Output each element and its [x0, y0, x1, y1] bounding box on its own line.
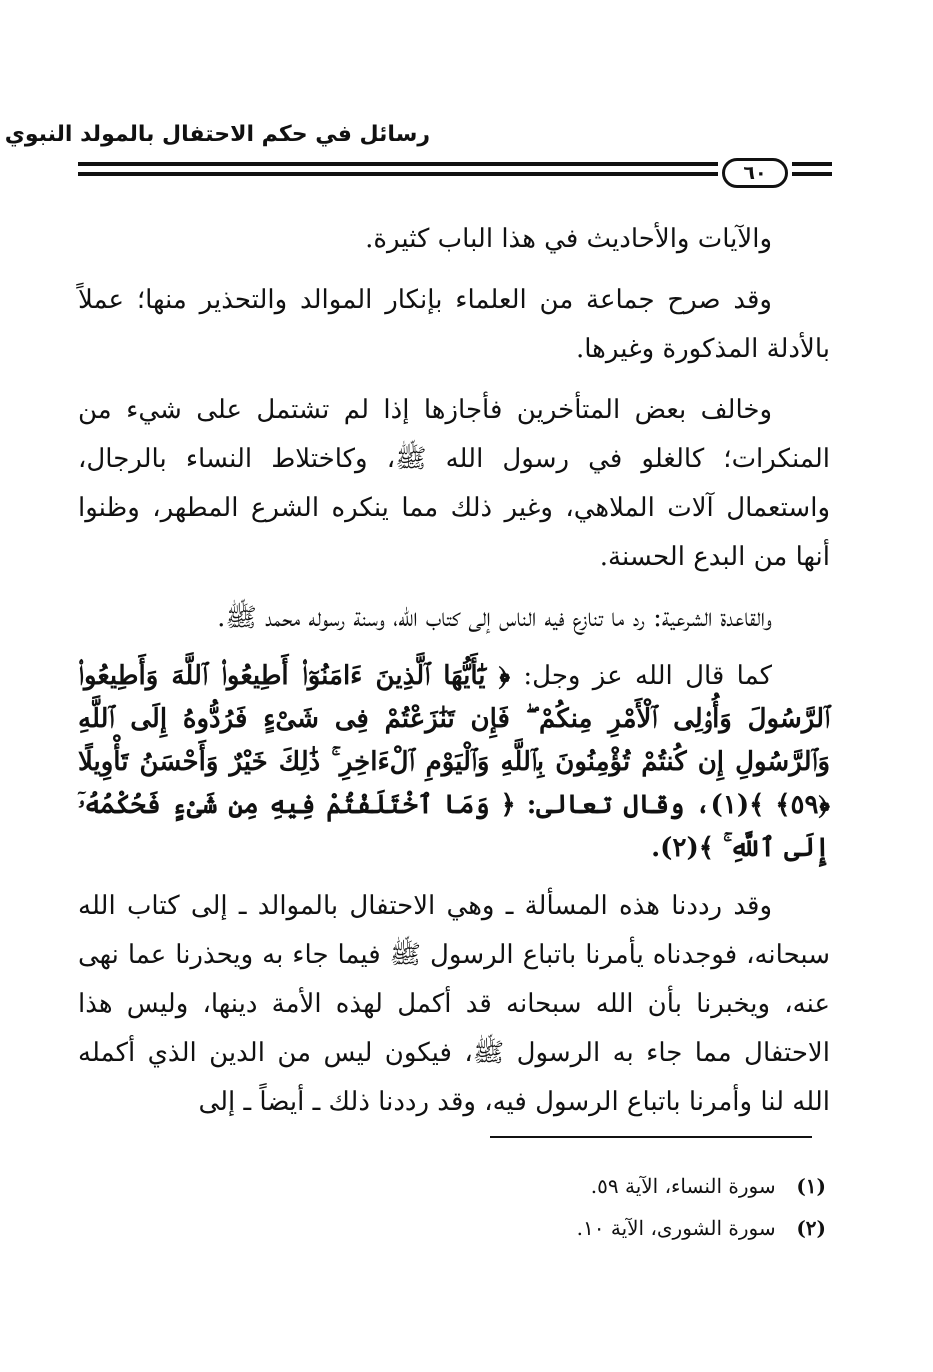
footnote-2-text: سورة الشورى، الآية ١٠.: [576, 1216, 776, 1240]
footnotes: [400, 1165, 826, 1249]
quran-verse-paragraph: [78, 655, 830, 870]
paragraph-1: والآيات والأحاديث في هذا الباب كثيرة.: [365, 224, 772, 254]
main-text: [78, 215, 830, 1139]
header-rule-bottom: [78, 172, 718, 176]
verse-lead: كما قال الله عز وجل:: [523, 661, 773, 691]
paragraph-5: وقد رددنا هذه المسألة ـ وهي الاحتفال بالموالد ـ إلى كتاب الله سبحانه، فوجدناه يأمرنا باتباع الرسول ﷺ فيما جاء به ويحذرنا عما نهى عنه، ويخبرنا بأن الله سبحانه قد أكمل لهذه الأمة دينها، وليس هذا الاحتفال مما جاء به الرسول ﷺ، فيكون ليس من الدين الذي أكمله الله لنا وأمرنا باتباع الرسول فيه، وقد رددنا ذلك ـ أيضاً ـ إلى: [78, 891, 830, 1117]
page-number: ٦٠: [722, 158, 788, 188]
paragraph-4: والقاعدة الشرعية: رد ما تنازع فيه الناس إلى كتاب الله، وسنة رسوله محمد ﷺ.: [217, 603, 772, 633]
paragraph-3: وخالف بعض المتأخرين فأجازها إذا لم تشتمل على شيء من المنكرات؛ كالغلو في رسول الله ﷺ، وكاختلاط النساء بالرجال، واستعمال آلات الملاهي، وغير ذلك مما ينكره الشرع المطهر، وظنوا أنها من البدع الحسنة.: [78, 395, 831, 572]
header-rule-top: [78, 162, 718, 166]
verse-text: ﴿ يَٰٓأَيُّهَا ٱلَّذِينَ ءَامَنُوٓا۟ أَطِيعُوا۟ ٱللَّهَ وَأَطِيعُوا۟ ٱلرَّسُولَ وَأُو۟لِى ٱلْأَمْرِ مِنكُمْ ۖ فَإِن تَنَٰزَعْتُمْ فِى شَىْءٍ فَرُدُّوهُ إِلَى ٱللَّهِ وَٱلرَّسُولِ إِن كُنتُمْ تُؤْمِنُونَ بِٱللَّهِ وَٱلْيَوْمِ ٱلْءَاخِرِ ۚ ذَٰلِكَ خَيْرٌ وَأَحْسَنُ تَأْوِيلًا ﴿٥٩﴾ ﴾(١)، وقال تعالى: ﴿ وَمَا ٱخْتَلَفْتُمْ فِيهِ مِن شَىْءٍ فَحُكْمُهُۥٓ إِلَى ٱللَّهِ ۚ ﴾(٢).: [78, 661, 830, 863]
header-rule-right-bottom: [792, 172, 832, 176]
footnote-separator: [490, 1136, 812, 1138]
footnote-1-number: (١): [796, 1174, 826, 1198]
footnote-1-text: سورة النساء، الآية ٥٩.: [590, 1174, 776, 1198]
footnote-2: [400, 1207, 826, 1249]
running-header-title: رسائل في حكم الاحتفال بالمولد النبوي: [4, 122, 430, 147]
footnote-1: [400, 1165, 826, 1207]
paragraph-2: وقد صرح جماعة من العلماء بإنكار الموالد والتحذير منها؛ عملاً بالأدلة المذكورة وغيرها.: [78, 285, 830, 364]
footnote-2-number: (٢): [796, 1216, 826, 1240]
header-rule-right-top: [792, 162, 832, 166]
